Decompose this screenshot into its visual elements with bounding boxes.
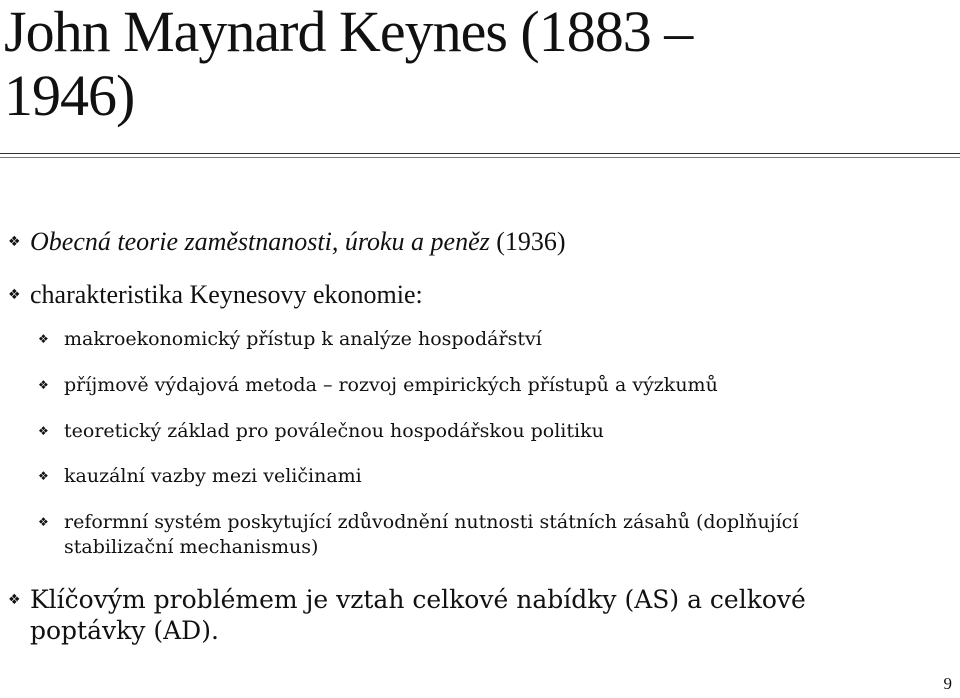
sub-bullet-icon: ❖ [38, 469, 49, 483]
key-problem-line-2: poptávky (AD). [30, 616, 219, 645]
sub-item-income-expenditure: příjmově výdajová metoda – rozvoj empirických přístupů a výzkumů [64, 374, 718, 396]
sub-item-reform-system: reformní systém poskytující zdůvodnění nutnosti státních zásahů (doplňující [64, 511, 799, 533]
book-title: Obecná teorie zaměstnanosti, úroku a peněz [30, 227, 490, 256]
sub-item-macroeconomic: makroekonomický přístup k analýze hospodářství [64, 328, 542, 350]
sub-item-reform-system-cont: stabilizační mechanismus) [64, 536, 319, 558]
bullet-item-general-theory [30, 227, 566, 257]
sub-bullet-icon: ❖ [38, 515, 49, 529]
title-divider-secondary [0, 157, 960, 158]
title-divider [0, 153, 960, 154]
title-line-1: John Maynard Keynes (1883 – [4, 0, 693, 64]
sub-bullet-icon: ❖ [38, 378, 49, 392]
slide-title [4, 0, 904, 128]
bullet-icon: ❖ [8, 234, 21, 250]
page-number: 9 [943, 674, 952, 693]
title-line-2: 1946) [4, 63, 135, 128]
sub-item-causal-links: kauzální vazby mezi veličinami [64, 465, 362, 487]
sub-item-theoretical-basis: teoretický základ pro poválečnou hospodářskou politiku [64, 420, 604, 442]
book-year: (1936) [489, 227, 566, 256]
bullet-item-characteristics: charakteristika Keynesovy ekonomie: [30, 280, 423, 309]
sub-bullet-icon: ❖ [38, 424, 49, 438]
bullet-icon: ❖ [8, 287, 21, 303]
sub-bullet-icon: ❖ [38, 332, 49, 346]
key-problem-line-1: Klíčovým problémem je vztah celkové nabídky (AS) a celkové [30, 585, 806, 614]
bullet-icon: ❖ [8, 592, 21, 608]
